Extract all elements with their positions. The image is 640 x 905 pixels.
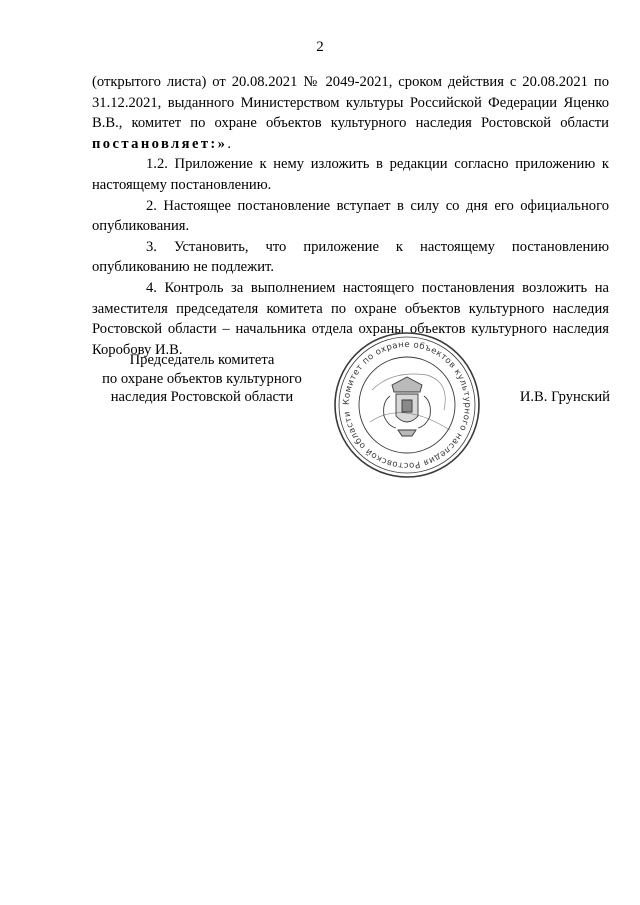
seal-ring-text: Комитет по охране объектов культурного наследия Ростовской области xyxy=(341,339,473,471)
paragraph-item-1-2: 1.2. Приложение к нему изложить в редакции согласно приложению к настоящему постановлению. xyxy=(92,156,609,193)
position-line-2: по охране объектов культурного xyxy=(102,370,302,387)
position-line-3: наследия Ростовской области xyxy=(110,389,294,406)
official-seal-stamp xyxy=(332,330,482,480)
paragraph-item-2: 2. Настоящее постановление вступает в силу со дня его официального опубликования. xyxy=(92,197,609,235)
signer-name: И.В. Грунский xyxy=(519,389,610,405)
paragraph-item-3: 3. Установить, что приложение к настоящему постановлению опубликованию не подлежит. xyxy=(92,238,609,276)
coat-of-arms-icon xyxy=(384,377,431,436)
paragraph-item-4: 4. Контроль за выполнением настоящего постановления возложить на заместителя председателя комитета по охране объектов культурного наследия Ростовской области – начальника отдела охраны объектов культурного наследия Коробову И.В. xyxy=(92,279,609,358)
paragraph-preamble xyxy=(92,72,609,154)
document-body xyxy=(92,72,609,360)
page-number: 2 xyxy=(316,39,324,55)
preamble-text: (открытого листа) от 20.08.2021 № 2049-2021, сроком действия с 20.08.2021 по 31.12.2021, выданного Министерством культуры Российской Федерации Яценко В.В., комитет по охране объектов культурного наследия Ростовской области xyxy=(92,74,609,132)
resolves-keyword: постановляет:» xyxy=(92,135,228,152)
preamble-end: . xyxy=(227,135,231,152)
signatory-position xyxy=(92,351,312,407)
position-line-1: Председатель комитета xyxy=(129,352,275,368)
